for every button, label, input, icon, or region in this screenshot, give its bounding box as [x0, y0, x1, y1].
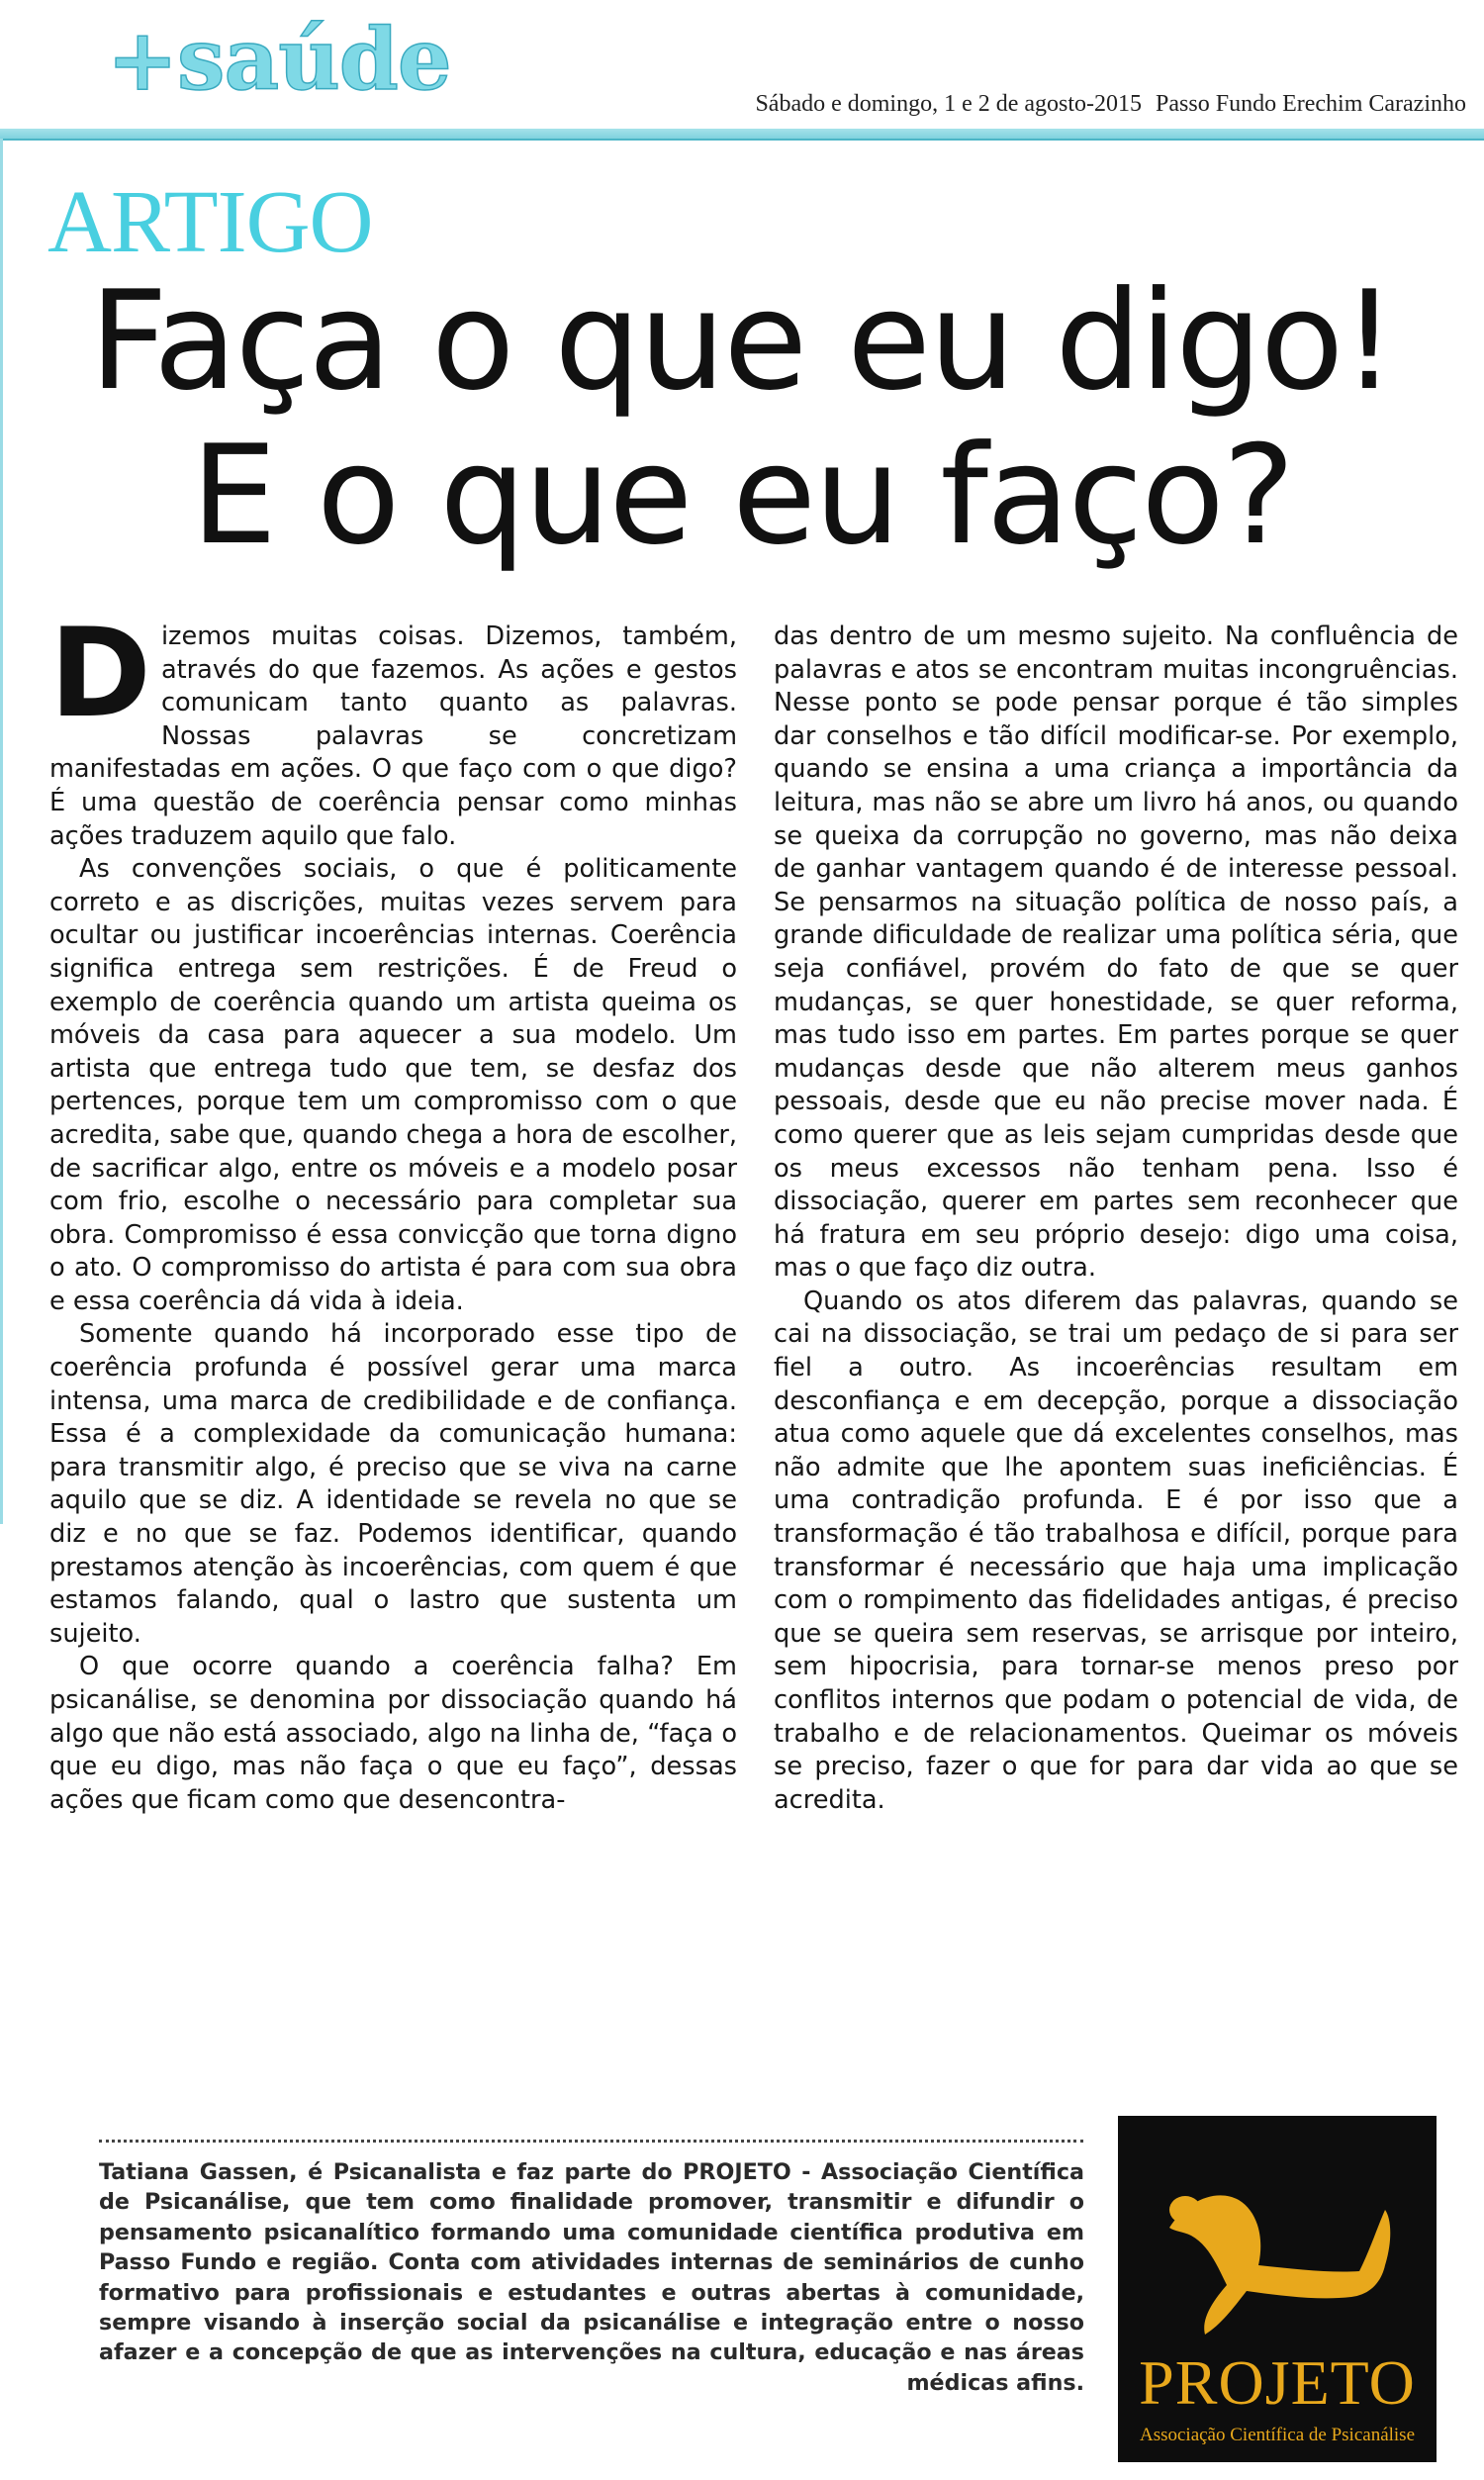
paragraph-text: izemos muitas coisas. Dizemos, também, através do que fazemos. As ações e gestos comunicam tanto quanto as palavras. Nossas palavras se concretizam manifestadas em ações. O que faço com o que digo? É uma questão de coerência pensar como minhas ações traduzem aquilo que falo. — [49, 621, 737, 851]
article-paragraph: das dentro de um mesmo sujeito. Na confluência de palavras e atos se encontram muitas incongruências. Nesse ponto se pode pensar porque é tão simples dar conselhos e tão difícil modificar-se. Por exemplo, quando se ensina a uma criança a importância da leitura, mas não se abre um livro há anos, ou quando se queixa da corrupção no governo, mas não deixa de ganhar vantagem quando é de interesse pessoal. Se pensarmos na situação política de nosso país, a grande dificuldade de realizar uma política séria, que seja confiável, provém do fato de que se quer mudanças, se quer honestidade, se quer reforma, mas tudo isso em partes. Em partes porque se quer mudanças desde que não alterem meus ganhos pessoais, desde que eu não precise mover nada. É como querer que as leis sejam cumpridas desde que os meus excessos não tenham pena. Isso é dissociação, querer em partes sem reconhecer que há fratura em seu próprio desejo: digo uma coisa, mas o que faço diz outra. — [774, 621, 1458, 1284]
projeto-logo — [1118, 2116, 1437, 2462]
dateline — [755, 91, 1466, 118]
article-column-right — [774, 620, 1458, 1817]
issue-date: Sábado e domingo, 1 e 2 de agosto-2015 — [755, 91, 1143, 117]
edition-cities: Passo Fundo Erechim Carazinho — [1156, 91, 1466, 117]
logo-name: PROJETO — [1139, 2347, 1416, 2418]
drop-cap: D — [49, 603, 151, 745]
headline-line-1: Faça o que eu digo! — [89, 261, 1395, 421]
article-paragraph: Somente quando há incorporado esse tipo de coerência profunda é possível gerar uma marca intensa, uma marca de credibilidade e de confiança. Essa é a complexidade da comunicação humana: para transmitir algo, é preciso que se viva na carne aquilo que se diz. A identidade se revela no que se diz e no que se faz. Podemos identificar, quando prestamos atenção às incoerências, com quem é que estamos falando, qual o lastro que sustenta um sujeito. — [49, 1319, 737, 1649]
article-paragraph: O que ocorre quando a coerência falha? Em psicanálise, se denomina por dissociação quando há algo que não está associado, algo na linha de, “faça o que eu digo, mas não faça o que eu faço”, dessas ações que ficam como que desencontra- — [49, 1652, 737, 1815]
author-bio: Tatiana Gassen, é Psicanalista e faz parte do PROJETO - Associação Científica de Psicanálise, que tem como finalidade promover, transmitir e difundir o pensamento psicanalítico formando uma comunidade científica produtiva em Passo Fundo e região. Conta com atividades internas de seminários de cunho formativo para profissionais e estudantes e outras abertas à comunidade, sempre visando à inserção social da psicanálise e integração entre o nosso afazer e a concepção de que as intervenções na cultura, educação e nas áreas médicas afins. — [99, 2159, 1084, 2396]
reclining-figure-icon — [1148, 2170, 1407, 2338]
headline-line-2: E o que eu faço? — [190, 416, 1294, 575]
article-column-left — [49, 603, 737, 1817]
brand-title: +saúde — [107, 10, 451, 110]
footer-divider — [99, 2140, 1083, 2143]
headline — [0, 261, 1484, 582]
section-label: ARTIGO — [47, 173, 373, 271]
article-paragraph: As convenções sociais, o que é politicamente correto e as discrições, muitas vezes servem para ocultar ou justificar incoerências internas. Coerência significa entrega sem restrições. É de Freud o exemplo de coerência quando um artista queima os móveis da casa para aquecer a sua modelo. Um artista que entrega tudo que tem, se desfaz dos pertences, porque tem um compromisso com o que acredita, sabe que, quando chega a hora de escolher, de sacrificar algo, entre os móveis e a modelo posar com frio, escolhe o necessário para completar sua obra. Compromisso é essa convicção que torna digno o ato. O compromisso do artista é para com sua obra e essa coerência dá vida à ideia. — [49, 854, 737, 1316]
header-rule — [0, 129, 1484, 141]
article-paragraph — [49, 603, 737, 853]
article-paragraph: Quando os atos diferem das palavras, quando se cai na dissociação, se trai um pedaço de si para ser fiel a outro. As incoerências resultam em desconfiança e em decepção, porque a dissociação atua como aquele que dá excelentes conselhos, mas não admite que lhe apontem suas ineficiências. É uma contradição profunda. E é por isso que a transformação é tão trabalhosa e difícil, porque para transformar é necessário que haja uma implicação com o rompimento das fidelidades antigas, é preciso que se queira sem reservas, se arrisque por inteiro, sem hipocrisia, para tornar-se menos preso por conflitos internos que podam o potencial de vida, de trabalho e de relacionamentos. Queimar os móveis se preciso, fazer o que for para dar vida ao que se acredita. — [774, 1286, 1458, 1815]
logo-subtitle: Associação Científica de Psicanálise — [1139, 2425, 1416, 2445]
